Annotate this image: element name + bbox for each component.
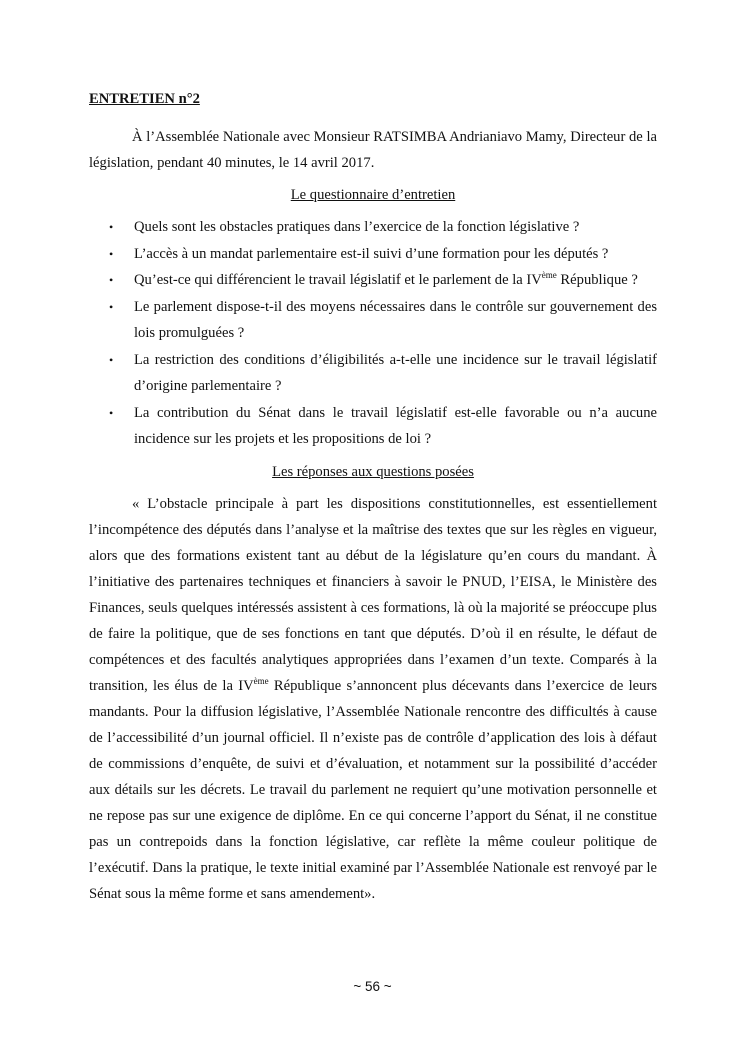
bullet-icon: •	[109, 352, 114, 367]
ordinal-superscript: ème	[541, 270, 557, 280]
list-item	[89, 294, 657, 347]
question-text: L’accès à un mandat parlementaire est-il suivi d’une formation pour les députés ?	[134, 245, 609, 262]
interview-heading: ENTRETIEN n°2	[89, 91, 200, 107]
question-text: La contribution du Sénat dans le travail législatif est-elle favorable ou n’a aucune incidence sur les projets et les propositions de loi ?	[134, 404, 657, 447]
questions-list	[89, 214, 657, 453]
bullet-icon: •	[109, 405, 114, 420]
list-item	[89, 400, 657, 453]
question-text-start: Qu’est-ce qui différencient le travail législatif et le parlement de la IV	[134, 272, 542, 288]
answer-paragraph	[89, 491, 657, 907]
question-text	[134, 272, 638, 288]
bullet-icon: •	[109, 299, 114, 314]
list-item	[89, 241, 657, 268]
interview-intro: À l’Assemblée Nationale avec Monsieur RATSIMBA Andrianiavo Mamy, Directeur de la législation, pendant 40 minutes, le 14 avril 2017.	[89, 129, 657, 171]
answer-text-part2: République s’annoncent plus décevants dans l’exercice de leurs mandants. Pour la diffusion législative, l’Assemblée Nationale rencontre des difficultés à cause de l’accessibilité d’un journal officiel. Il n’existe pas de contrôle d’application des lois à défaut de commissions d’enquête, de suivi et d’évaluation, et notamment sur la possibilité d’accéder aux détails sur les décrets. Le travail du parlement ne requiert qu’une motivation personnelle et ne repose pas sur une exigence de diplôme. En ce qui concerne l’apport du Sénat, il ne constitue pas un contrepoids dans la fonction législative, car reflète la même couleur politique de l’exécutif. Dans la pratique, le texte initial examiné par l’Assemblée Nationale est renvoyé par le Sénat sous la même forme et sans amendement».	[89, 677, 657, 902]
bullet-icon: •	[109, 246, 114, 261]
list-item	[89, 214, 657, 241]
list-item	[89, 267, 657, 294]
ordinal-superscript: ème	[253, 675, 269, 686]
page-number: ~ 56 ~	[353, 979, 392, 994]
question-text-end: République ?	[556, 272, 638, 288]
questionnaire-title: Le questionnaire d’entretien	[290, 187, 456, 203]
answer-text-part1: « L’obstacle principale à part les dispositions constitutionnelles, est essentiellement l’incompétence des députés dans l’analyse et la maîtrise des textes que sur les règles en vigueur, alors que des formations existent tant au début de la législature qu’en cours du mandant. À l’initiative des partenaires techniques et financiers à savoir le PNUD, l’EISA, le Ministère des Finances, seuls quelques intéressés assistent à ces formations, là où la majorité se préoccupe plus de faire la politique, que de ses fonctions en tant que députés. D’où il en résulte, le défaut de compétences et des facultés analytiques appropriées dans l’examen d’un texte. Comparés à la transition, les élus de la IV	[89, 495, 657, 694]
question-text: Le parlement dispose-t-il des moyens nécessaires dans le contrôle sur gouvernement des lois promulguées ?	[134, 298, 657, 341]
question-text: Quels sont les obstacles pratiques dans l’exercice de la fonction législative ?	[134, 219, 580, 235]
list-item	[89, 347, 657, 400]
answers-title: Les réponses aux questions posées	[272, 463, 474, 480]
question-text: La restriction des conditions d’éligibilités a-t-elle une incidence sur le travail législatif d’origine parlementaire ?	[134, 351, 657, 394]
bullet-icon: •	[109, 220, 114, 234]
bullet-icon: •	[109, 273, 114, 287]
page-content	[89, 86, 657, 907]
